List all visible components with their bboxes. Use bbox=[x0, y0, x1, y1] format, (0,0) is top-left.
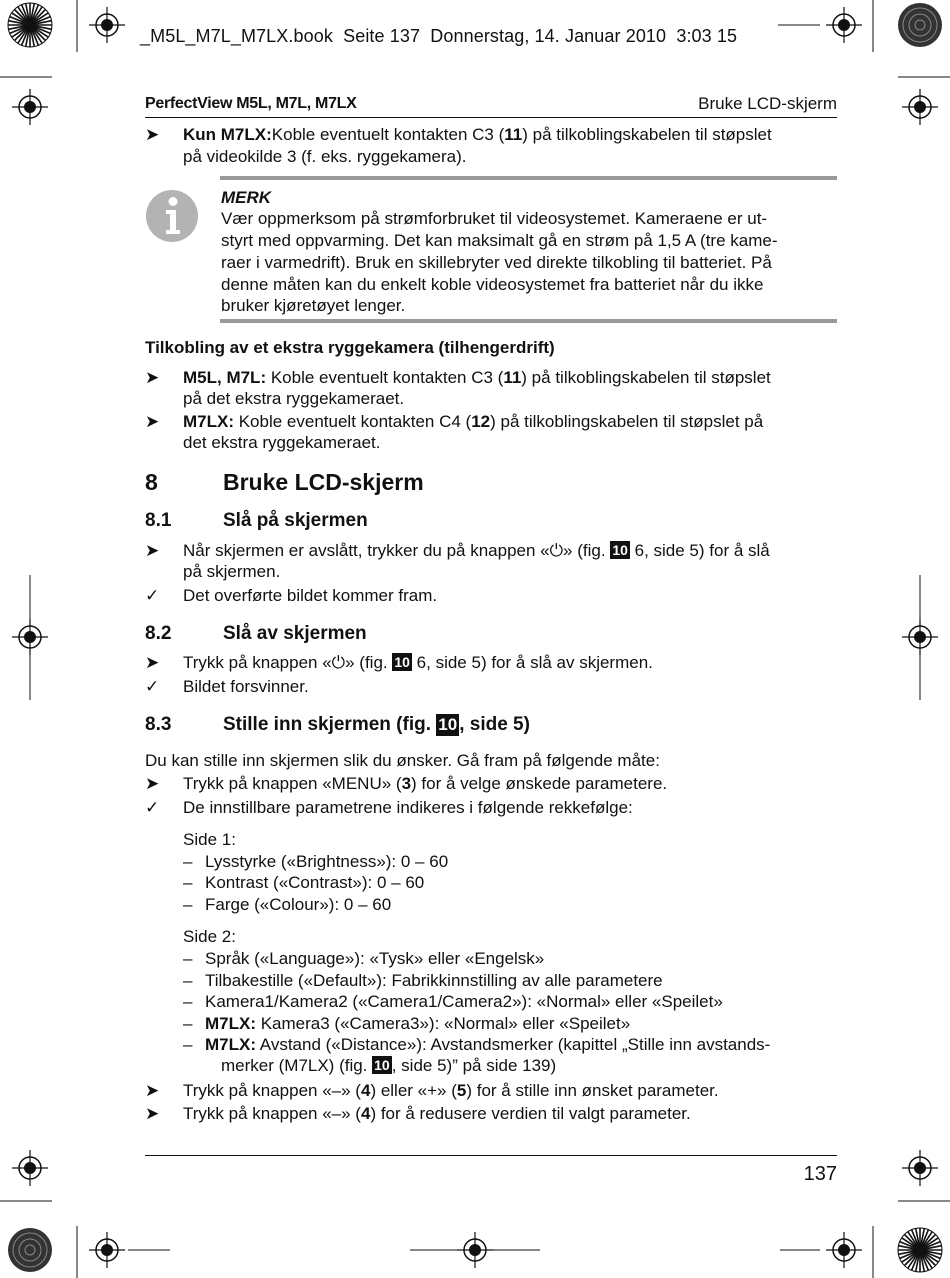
bullet-marker: ➤ bbox=[145, 1081, 160, 1100]
bullet-marker: ➤ bbox=[145, 653, 160, 672]
note-line: styrt med oppvarming. Det kan maksimalt gå en strøm på 1,5 A (tre kame- bbox=[221, 231, 778, 250]
subsection-number: 8.3 bbox=[145, 714, 172, 735]
bullet-marker: ➤ bbox=[145, 774, 160, 793]
section-number: 8 bbox=[145, 469, 158, 495]
s83-action-3: Trykk på knappen «–» (4) for å redusere verdien til valgt parameter. bbox=[183, 1104, 691, 1123]
subsection-title: Stille inn skjermen (fig. 10 , side 5) bbox=[223, 714, 530, 735]
check-marker: ✓ bbox=[145, 586, 160, 605]
intro-bullet-marker: ➤ bbox=[145, 125, 160, 144]
bullet-marker: ➤ bbox=[145, 368, 160, 387]
print-slug: _M5L_M7L_M7LX.book Seite 137 Donnerstag, 14. Januar 2010 3:03 15 bbox=[140, 26, 738, 46]
side1-item: Farge («Colour»): 0 – 60 bbox=[205, 895, 392, 914]
side2-item: M7LX: Avstand («Distance»): Avstandsmerker (kapittel „Stille inn avstands- bbox=[205, 1035, 771, 1054]
subheading: Tilkobling av et ekstra ryggekamera (tilhengerdrift) bbox=[145, 338, 555, 357]
check-marker: ✓ bbox=[145, 677, 160, 696]
s81-action: Når skjermen er avslått, trykker du på knappen «⏻» (fig. 10 6, side 5) for å slå bbox=[183, 541, 770, 560]
check-marker: ✓ bbox=[145, 798, 160, 817]
intro-bullet-line2: på videokilde 3 (f. eks. ryggekamera). bbox=[183, 147, 467, 166]
dash-marker: – bbox=[183, 895, 193, 914]
note-line: denne måten kan du enkelt koble videosystemet fra batteriet når du ikke bbox=[221, 275, 764, 294]
dash-marker: – bbox=[183, 873, 193, 892]
note-line: raer i varmedrift). Bruk en skillebryter ved direkte tilkobling til batteriet. På bbox=[221, 253, 772, 272]
bullet-marker: ➤ bbox=[145, 541, 160, 560]
bullet-marker: ➤ bbox=[145, 412, 160, 431]
s83-result: De innstillbare parametrene indikeres i følgende rekkefølge: bbox=[183, 798, 633, 817]
footer-rule bbox=[145, 1155, 837, 1156]
dash-marker: – bbox=[183, 971, 193, 990]
side2-item: Kamera1/Kamera2 («Camera1/Camera2»): «Normal» eller «Speilet» bbox=[205, 992, 723, 1011]
trailer-bullet-1-line2: på det ekstra ryggekameraet. bbox=[183, 389, 405, 408]
page-number: 137 bbox=[803, 1163, 837, 1185]
side2-item: Tilbakestille («Default»): Fabrikkinnstilling av alle parametere bbox=[205, 971, 663, 990]
note-line: bruker kjøretøyet lenger. bbox=[221, 296, 406, 315]
side2-item-line2: merker (M7LX) (fig. 10 , side 5)” på side 139) bbox=[221, 1056, 557, 1075]
note-rule-top bbox=[220, 176, 837, 180]
trailer-bullet-1: M5L, M7L: Koble eventuelt kontakten C3 (11) på tilkoblingskabelen til støpslet bbox=[183, 368, 771, 387]
side1-item: Lysstyrke («Brightness»): 0 – 60 bbox=[205, 852, 449, 871]
s82-result: Bildet forsvinner. bbox=[183, 677, 309, 696]
dash-marker: – bbox=[183, 992, 193, 1011]
note-rule-bottom bbox=[220, 319, 837, 323]
trailer-bullet-2: M7LX: Koble eventuelt kontakten C4 (12) på tilkoblingskabelen til støpslet på bbox=[183, 412, 764, 431]
subsection-title: Slå av skjermen bbox=[223, 623, 367, 644]
subsection-title: Slå på skjermen bbox=[223, 510, 368, 531]
side2-label: Side 2: bbox=[183, 927, 236, 946]
intro-bullet: Kun M7LX:Koble eventuelt kontakten C3 (11) på tilkoblingskabelen til støpslet bbox=[183, 125, 772, 144]
s82-action: Trykk på knappen «⏻» (fig. 10 6, side 5) for å slå av skjermen. bbox=[183, 653, 653, 672]
side2-item: M7LX: Kamera3 («Camera3»): «Normal» eller «Speilet» bbox=[205, 1014, 631, 1033]
subsection-number: 8.2 bbox=[145, 623, 172, 644]
s83-action-2: Trykk på knappen «–» (4) eller «+» (5) for å stille inn ønsket parameter. bbox=[183, 1081, 719, 1100]
side1-label: Side 1: bbox=[183, 830, 236, 849]
s81-result: Det overførte bildet kommer fram. bbox=[183, 586, 438, 605]
side2-item: Språk («Language»): «Tysk» eller «Engelsk» bbox=[205, 949, 545, 968]
s83-action-1: Trykk på knappen «MENU» (3) for å velge ønskede parametere. bbox=[183, 774, 668, 793]
note-title: MERK bbox=[221, 188, 272, 207]
note-line: Vær oppmerksom på strømforbruket til videosystemet. Kameraene er ut- bbox=[221, 209, 768, 228]
dash-marker: – bbox=[183, 949, 193, 968]
running-header bbox=[145, 95, 837, 118]
dash-marker: – bbox=[183, 852, 193, 871]
subsection-number: 8.1 bbox=[145, 510, 172, 531]
section-title: Bruke LCD-skjerm bbox=[223, 469, 424, 495]
dash-marker: – bbox=[183, 1014, 193, 1033]
header-product: PerfectView M5L, M7L, M7LX bbox=[145, 95, 357, 112]
header-chapter: Bruke LCD-skjerm bbox=[698, 94, 837, 113]
side1-item: Kontrast («Contrast»): 0 – 60 bbox=[205, 873, 425, 892]
bullet-marker: ➤ bbox=[145, 1104, 160, 1123]
dash-marker: – bbox=[183, 1035, 193, 1054]
s83-intro: Du kan stille inn skjermen slik du ønsker. Gå fram på følgende måte: bbox=[145, 751, 660, 770]
s81-action-line2: på skjermen. bbox=[183, 562, 281, 581]
info-icon bbox=[145, 189, 199, 243]
trailer-bullet-2-line2: det ekstra ryggekameraet. bbox=[183, 433, 381, 452]
